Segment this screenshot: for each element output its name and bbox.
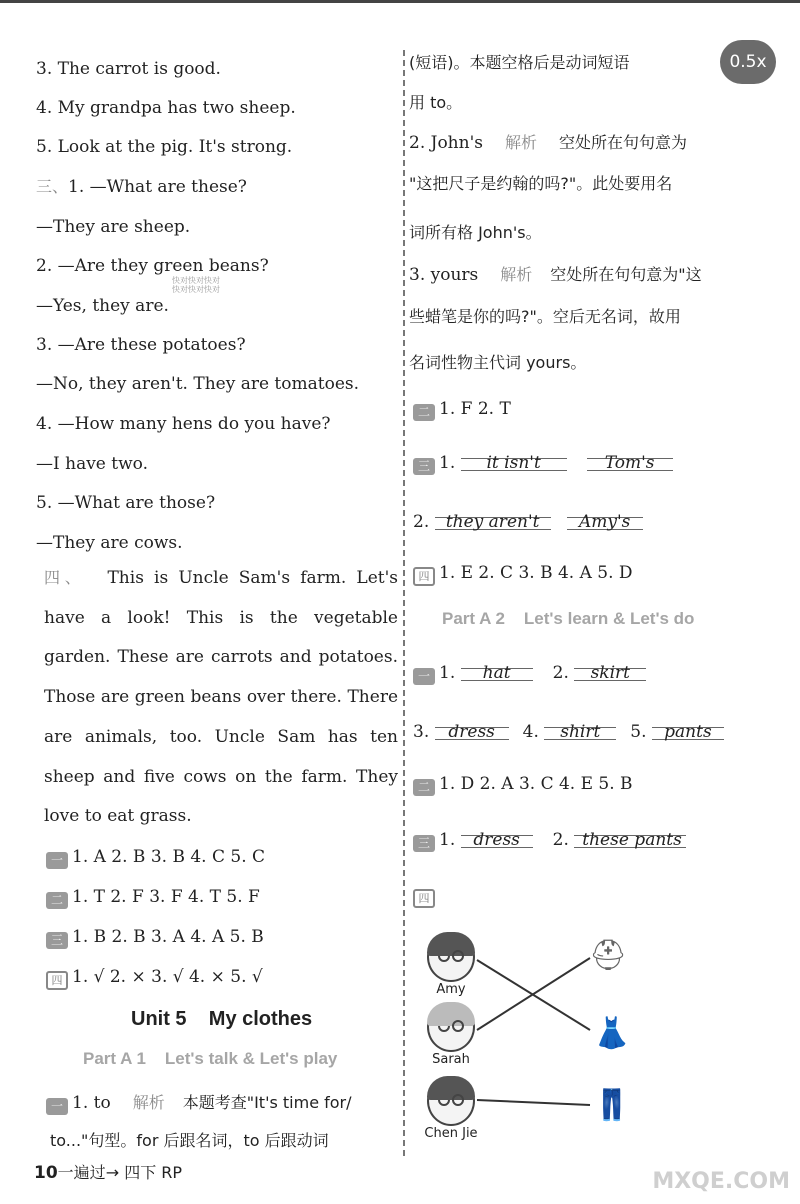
section-badge: 四 bbox=[413, 567, 435, 586]
handwritten-answer: these pants bbox=[574, 829, 686, 851]
answer-text: 1. T 2. F 3. F 4. T 5. F bbox=[72, 887, 260, 907]
hair-shape bbox=[427, 932, 475, 956]
analysis-label: 解析 bbox=[504, 133, 537, 152]
answer-row bbox=[413, 721, 724, 743]
child-name: Amy bbox=[436, 982, 466, 997]
item-number: 1. bbox=[439, 830, 456, 850]
answer-row bbox=[46, 886, 260, 909]
answer-text: 1. to bbox=[72, 1093, 111, 1113]
explain-text: 空处所在句句意为 bbox=[558, 133, 687, 152]
section-badge: 四 bbox=[46, 971, 68, 990]
unit-title: Unit 5 My clothes bbox=[131, 1008, 313, 1030]
explain-line: 词所有格 John's。 bbox=[409, 223, 542, 242]
answer-row bbox=[413, 511, 643, 533]
handwritten-answer: hat bbox=[461, 662, 533, 684]
item-number: 2. bbox=[552, 663, 569, 683]
child-name: Sarah bbox=[432, 1052, 470, 1067]
dialog-line: —I have two. bbox=[36, 454, 148, 474]
answer-row bbox=[46, 846, 265, 869]
dialog-text: 1. —What are these? bbox=[68, 177, 247, 197]
passage-text: This is Uncle Sam's farm. Let's have a look! This is the vegetable garden. These are carrots and potatoes. Those are green beans over there. There are animals, too. Uncle Sam has ten sheep and five cows on the farm. They love to eat grass. bbox=[44, 568, 398, 827]
answer-row bbox=[413, 662, 646, 685]
dress-icon: 👗 bbox=[593, 1016, 631, 1051]
answer-row bbox=[46, 926, 264, 949]
answer-text: 3. yours bbox=[409, 265, 479, 285]
handwritten-answer: they aren't bbox=[435, 511, 551, 533]
item-number: 2. bbox=[552, 830, 569, 850]
section-badge: 二 bbox=[46, 892, 68, 909]
watermark: MXQE.COM bbox=[652, 1169, 790, 1194]
child-amy bbox=[421, 932, 481, 997]
item-number: 2. bbox=[413, 512, 430, 532]
dialog-line: —Yes, they are. bbox=[36, 296, 169, 316]
match-line bbox=[477, 1100, 590, 1105]
dialog-line: 2. —Are they green beans? bbox=[36, 256, 269, 276]
playback-speed-badge[interactable]: 0.5x bbox=[720, 40, 776, 84]
item-number: 5. bbox=[630, 722, 647, 742]
stamp: 快对快对快对 快对快对快对 bbox=[172, 276, 220, 294]
section-badge: 三 bbox=[46, 932, 68, 949]
section-badge: 一 bbox=[46, 1098, 68, 1115]
dialog-line: —No, they aren't. They are tomatoes. bbox=[36, 374, 360, 394]
child-sarah bbox=[421, 1002, 481, 1067]
item-number: 4. bbox=[522, 722, 539, 742]
answer-row bbox=[413, 452, 673, 475]
answer-text: 1. √ 2. × 3. √ 4. × 5. √ bbox=[72, 967, 263, 987]
answer-row bbox=[413, 829, 686, 852]
explain-line: to..."句型。for 后跟名词，to 后跟动词 bbox=[50, 1131, 329, 1150]
dialog-line: —They are sheep. bbox=[36, 217, 191, 237]
handwritten-answer: Amy's bbox=[567, 511, 643, 533]
section-badge: 三 bbox=[413, 835, 435, 852]
page-number: 10 bbox=[34, 1163, 58, 1183]
item-number: 1. bbox=[439, 663, 456, 683]
girl-face-icon bbox=[427, 932, 475, 982]
pants-icon: 👖 bbox=[593, 1088, 631, 1123]
analysis-label: 解析 bbox=[500, 265, 533, 284]
section-badge: 一 bbox=[413, 668, 435, 685]
explain-line bbox=[409, 132, 687, 154]
explain-line: "这把尺子是约翰的吗?"。此处要用名 bbox=[409, 174, 673, 193]
handwritten-answer: Tom's bbox=[587, 452, 673, 474]
analysis-label: 解析 bbox=[132, 1093, 165, 1112]
answer-row bbox=[413, 884, 439, 908]
girl-face-icon bbox=[427, 1076, 475, 1126]
child-chen-jie bbox=[419, 1076, 483, 1141]
dialog-line: 4. —How many hens do you have? bbox=[36, 414, 331, 434]
part-title: Part A 1 Let's talk & Let's play bbox=[83, 1049, 338, 1068]
explain-line bbox=[46, 1092, 352, 1115]
section-badge: 二 bbox=[413, 404, 435, 421]
answer-text: 2. John's bbox=[409, 133, 483, 153]
answer-row bbox=[413, 562, 633, 586]
explain-line: 用 to。 bbox=[409, 93, 463, 112]
explain-line: 些蜡笔是你的吗?"。空后无名词，故用 bbox=[409, 307, 681, 326]
item-number: 1. bbox=[439, 453, 456, 473]
girl-face-icon bbox=[427, 1002, 475, 1052]
passage bbox=[44, 558, 398, 837]
answer-line: 4. My grandpa has two sheep. bbox=[36, 98, 296, 118]
section-badge: 四 bbox=[413, 889, 435, 908]
section-mark: 四、 bbox=[44, 568, 86, 587]
hair-shape bbox=[427, 1076, 475, 1100]
section-badge: 二 bbox=[413, 779, 435, 796]
child-name: Chen Jie bbox=[424, 1126, 478, 1141]
section-badge: 一 bbox=[46, 852, 68, 869]
answer-row bbox=[413, 398, 511, 421]
answer-line: 5. Look at the pig. It's strong. bbox=[36, 137, 293, 157]
answer-line: 3. The carrot is good. bbox=[36, 59, 221, 79]
answer-text: 1. A 2. B 3. B 4. C 5. C bbox=[72, 847, 266, 867]
answer-text: 1. B 2. B 3. A 4. A 5. B bbox=[72, 927, 264, 947]
answer-text: 1. E 2. C 3. B 4. A 5. D bbox=[439, 563, 633, 583]
handwritten-answer: shirt bbox=[544, 721, 616, 743]
answer-row bbox=[46, 966, 263, 990]
explain-text: 空处所在句句意为"这 bbox=[550, 265, 702, 284]
hair-shape bbox=[427, 1002, 475, 1026]
item-number: 3. bbox=[413, 722, 430, 742]
dialog-line bbox=[36, 176, 247, 198]
handwritten-answer: pants bbox=[652, 721, 724, 743]
hat-icon: ⛑ bbox=[589, 938, 628, 973]
handwritten-answer: skirt bbox=[574, 662, 646, 684]
handwritten-answer: dress bbox=[435, 721, 509, 743]
dialog-line: 5. —What are those? bbox=[36, 493, 216, 513]
answer-text: 1. F 2. T bbox=[439, 399, 511, 419]
part-title: Part A 2 Let's learn & Let's do bbox=[442, 609, 695, 628]
dialog-line: —They are cows. bbox=[36, 533, 183, 553]
handwritten-answer: it isn't bbox=[461, 452, 567, 474]
explain-line: 名词性物主代词 yours。 bbox=[409, 353, 587, 372]
top-rule bbox=[0, 0, 800, 3]
dialog-line: 3. —Are these potatoes? bbox=[36, 335, 246, 355]
explain-line bbox=[409, 264, 702, 286]
section-mark: 三、 bbox=[36, 177, 69, 196]
explain-text: 本题考查"It's time for/ bbox=[182, 1093, 352, 1112]
brand-name: 一遍过 bbox=[57, 1163, 106, 1182]
section-badge: 三 bbox=[413, 458, 435, 475]
answer-row bbox=[413, 773, 633, 796]
explain-line: (短语)。本题空格后是动词短语 bbox=[409, 53, 630, 72]
book-edition: 四下 RP bbox=[124, 1163, 183, 1182]
answer-text: 1. D 2. A 3. C 4. E 5. B bbox=[439, 774, 633, 794]
handwritten-answer: dress bbox=[461, 829, 533, 851]
page-footer: 10一遍过→ 四下 RP bbox=[34, 1163, 183, 1183]
